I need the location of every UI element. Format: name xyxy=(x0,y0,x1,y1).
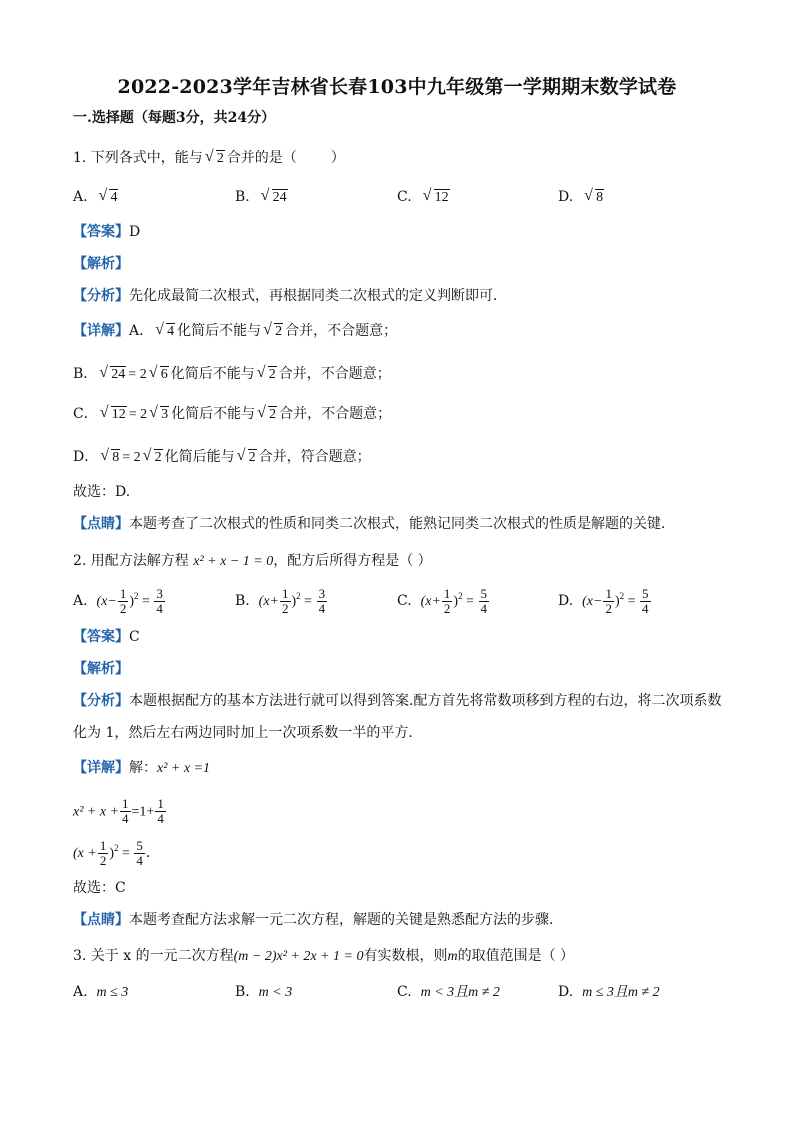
q1-analysis-label: 【解析】 xyxy=(73,256,129,272)
q1-fenxi: 【分析】先化成最简二次根式，再根据同类二次根式的定义判断即可． xyxy=(73,288,507,304)
q1-suffix: 合并的是（ xyxy=(226,150,297,166)
q1-option-c: C. √ 12 xyxy=(397,187,452,208)
q1-choose: 故选：D. xyxy=(73,484,131,500)
q1-comment: 【点睛】本题考查了二次根式的性质和同类二次根式，能熟记同类二次根式的性质是解题的关键． xyxy=(73,516,675,532)
q1-option-a: A. √ 4 xyxy=(73,187,120,208)
q2-option-a: A. (x− $\frac{1}{2}$ )$^2$ = $\frac{3}{4}$ xyxy=(73,585,163,616)
q2-fenxi: 【分析】本题根据配方的基本方法进行就可以得到答案.配方首先将常数项移到方程的右边，将二次项系数 xyxy=(73,693,722,709)
question-2: 2. 用配方法解方程 x² + x − 1 = 0，配方后所得方程是（ ） xyxy=(73,553,432,569)
page-title: 2022-2023学年吉林省长春103中九年级第一学期期末数学试卷 xyxy=(117,76,677,98)
q2-step2: x² + x + $\frac{1}{4}$ =1+ $\frac{1}{4}$ xyxy=(73,796,164,826)
q1-option-b: B. √ 24 xyxy=(235,187,290,208)
q1-detail-d: D．√ 8 = 2√ 2 化简后能与√ 2 合并，符合题意； xyxy=(73,447,371,468)
q2-answer: 【答案】C xyxy=(73,629,140,645)
q1-prefix: 1. 下列各式中，能与 xyxy=(73,150,203,166)
q2-option-d: D. (x− $\frac{1}{2}$ )$^2$ = $\frac{5}{4}$ xyxy=(558,585,649,616)
q1-detail-c: C．√ 12 = 2√ 3 化简后不能与√ 2 合并，不合题意； xyxy=(73,404,391,425)
q1-detail-a: 【详解】A．√ 4 化简后不能与√ 2 合并，不合题意； xyxy=(73,321,397,342)
question-1 xyxy=(73,148,345,169)
q3-option-a: A. m ≤ 3 xyxy=(73,984,129,1000)
q2-analysis-label: 【解析】 xyxy=(73,661,129,677)
q2-fenxi-line2: 化为 1，然后左右两边同时加上一次项系数一半的平方. xyxy=(73,725,413,741)
q3-option-d: D. m ≤ 3且m ≠ 2 xyxy=(558,984,660,1000)
q2-detail: 【详解】解：x² + x =1 xyxy=(73,760,211,776)
q1-detail-b: B．√ 24 = 2√ 6 化简后不能与√ 2 合并，不合题意； xyxy=(73,364,391,385)
q3-option-b: B. m < 3 xyxy=(235,984,293,1000)
q2-choose: 故选：C xyxy=(73,880,126,896)
q2-comment: 【点睛】本题考查配方法求解一元二次方程，解题的关键是熟悉配方法的步骤. xyxy=(73,912,554,928)
q3-option-c: C. m < 3且m ≠ 2 xyxy=(397,984,500,1000)
q1-option-d: D. √ 8 xyxy=(558,187,606,208)
question-3: 3. 关于 x 的一元二次方程(m − 2)x² + 2x + 1 = 0有实数根，则m的取值范围是（ ） xyxy=(73,948,575,964)
q2-step3: (x + $\frac{1}{2}$ )$^2$ = $\frac{5}{4}$ . xyxy=(73,837,151,868)
q1-answer: 【答案】D xyxy=(73,224,141,240)
section-heading: 一.选择题（每题3分，共24分） xyxy=(73,110,276,126)
q2-option-b: B. (x+ $\frac{1}{2}$ )$^2$ = $\frac{3}{4}$ xyxy=(235,585,326,616)
q2-option-c: C. (x+ $\frac{1}{2}$ )$^2$ = $\frac{5}{4}$ xyxy=(397,585,487,616)
q1-close: ） xyxy=(330,150,345,166)
q1-radical: √ 2 xyxy=(205,149,225,169)
